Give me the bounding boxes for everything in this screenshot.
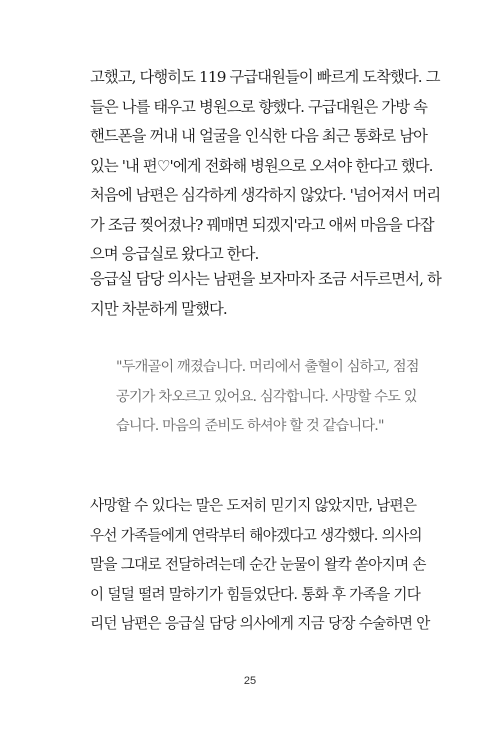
text-line: 들은 나를 태우고 병원으로 향했다. 구급대원은 가방 속	[90, 97, 427, 116]
body-paragraph	[90, 63, 441, 270]
body-paragraph	[90, 265, 441, 324]
text-line: 고했고, 다행히도 119 구급대원들이 빠르게 도착했다. 그	[90, 68, 440, 86]
doctor-quote	[116, 353, 436, 442]
quote-line: 공기가 차오르고 있어요. 심각합니다. 사망할 수도 있	[116, 388, 417, 405]
text-line: 있는 '내 편♡'에게 전화해 병원으로 오셔야 한다고 했다.	[90, 156, 433, 175]
text-line: 사망할 수 있다는 말은 도저히 믿기지 않았지만, 남편은	[90, 497, 417, 514]
text-line: 가 조금 찢어졌나? 꿰매면 되겠지'라고 애써 마음을 다잡	[90, 215, 434, 234]
text-line: 이 덜덜 떨려 말하기가 힘들었단다. 통화 후 가족을 기다	[90, 585, 421, 603]
text-line: 리던 남편은 응급실 담당 의사에게 지금 당장 수술하면 안	[90, 615, 430, 632]
text-line: 말을 그대로 전달하려는데 순간 눈물이 왈칵 쏟아지며 손	[90, 556, 426, 573]
text-line: 으며 응급실로 왔다고 한다.	[90, 245, 259, 263]
text-line: 처음에 남편은 심각하게 생각하지 않았다. '넘어져서 머리	[90, 186, 441, 204]
text-line: 응급실 담당 의사는 남편을 보자마자 조금 서두르면서, 하	[90, 270, 441, 288]
text-line: 지만 차분하게 말했다.	[90, 299, 227, 318]
text-line: 우선 가족들에게 연락부터 해야겠다고 생각했다. 의사의	[90, 526, 422, 544]
quote-line: "두개골이 깨졌습니다. 머리에서 출혈이 심하고, 점점	[116, 359, 419, 375]
quote-line: 습니다. 마음의 준비도 하셔야 할 것 같습니다."	[116, 418, 384, 434]
page-number: 25	[243, 675, 257, 687]
text-line: 핸드폰을 꺼내 내 얼굴을 인식한 다음 최근 통화로 남아	[90, 127, 427, 145]
closing-paragraph	[90, 491, 430, 639]
